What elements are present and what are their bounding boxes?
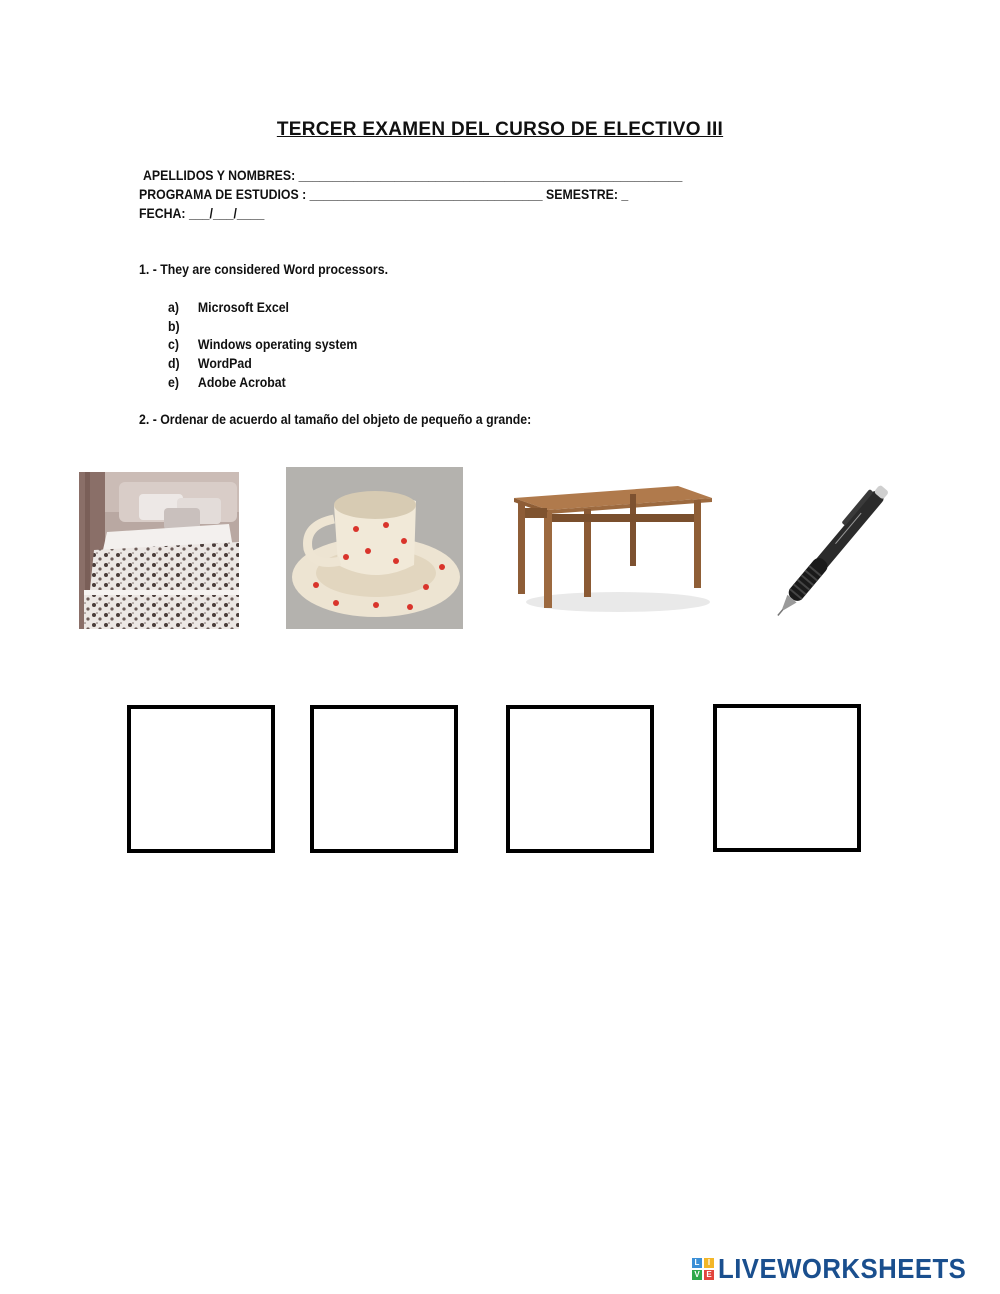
logo-icon-letter: L: [692, 1258, 702, 1268]
option-label: Windows operating system: [197, 336, 358, 352]
date-blank[interactable]: ___/___/____: [188, 205, 265, 221]
semester-label[interactable]: SEMESTRE: _: [546, 186, 629, 202]
program-blank[interactable]: __________________________________: [309, 186, 543, 202]
exam-title: TERCER EXAMEN DEL CURSO DE ELECTIVO III: [276, 119, 724, 140]
date-label: FECHA:: [139, 205, 186, 221]
option-e[interactable]: [168, 374, 286, 390]
option-label: Adobe Acrobat: [197, 374, 286, 390]
option-d[interactable]: [168, 355, 252, 371]
option-label: WordPad: [197, 355, 252, 371]
answer-box-4[interactable]: [713, 704, 861, 852]
option-b[interactable]: [168, 318, 198, 334]
answer-box-2[interactable]: [310, 705, 458, 853]
option-letter: b): [168, 318, 180, 334]
pen-image: [755, 465, 920, 625]
name-field-row: [143, 167, 682, 183]
logo-icon-letter: E: [704, 1270, 714, 1280]
option-a[interactable]: [168, 299, 289, 315]
name-blank[interactable]: ________________________________________________________: [298, 167, 683, 183]
logo-text: LIVEWORKSHEETS: [718, 1253, 967, 1284]
option-letter: a): [168, 299, 179, 315]
program-field-row: [139, 186, 628, 202]
date-field-row: [139, 205, 264, 221]
liveworksheets-logo-icon: [692, 1258, 714, 1280]
table-image: [508, 484, 716, 616]
option-label: Microsoft Excel: [197, 299, 289, 315]
teacup-image: [286, 467, 463, 629]
logo-icon-letter: V: [692, 1270, 702, 1280]
logo-icon-letter: I: [704, 1258, 714, 1268]
liveworksheets-logo: [692, 1254, 988, 1284]
name-label: APELLIDOS Y NOMBRES:: [143, 167, 296, 183]
question-2-text: 2. - Ordenar de acuerdo al tamaño del objeto de pequeño a grande:: [139, 411, 532, 427]
program-label: PROGRAMA DE ESTUDIOS :: [139, 186, 307, 202]
question-1-text: 1. - They are considered Word processors.: [139, 261, 388, 277]
answer-box-1[interactable]: [127, 705, 275, 853]
option-letter: c): [168, 336, 179, 352]
answer-box-3[interactable]: [506, 705, 654, 853]
option-c[interactable]: [168, 336, 357, 352]
bed-image: [79, 472, 239, 629]
option-letter: e): [168, 374, 179, 390]
option-letter: d): [168, 355, 180, 371]
